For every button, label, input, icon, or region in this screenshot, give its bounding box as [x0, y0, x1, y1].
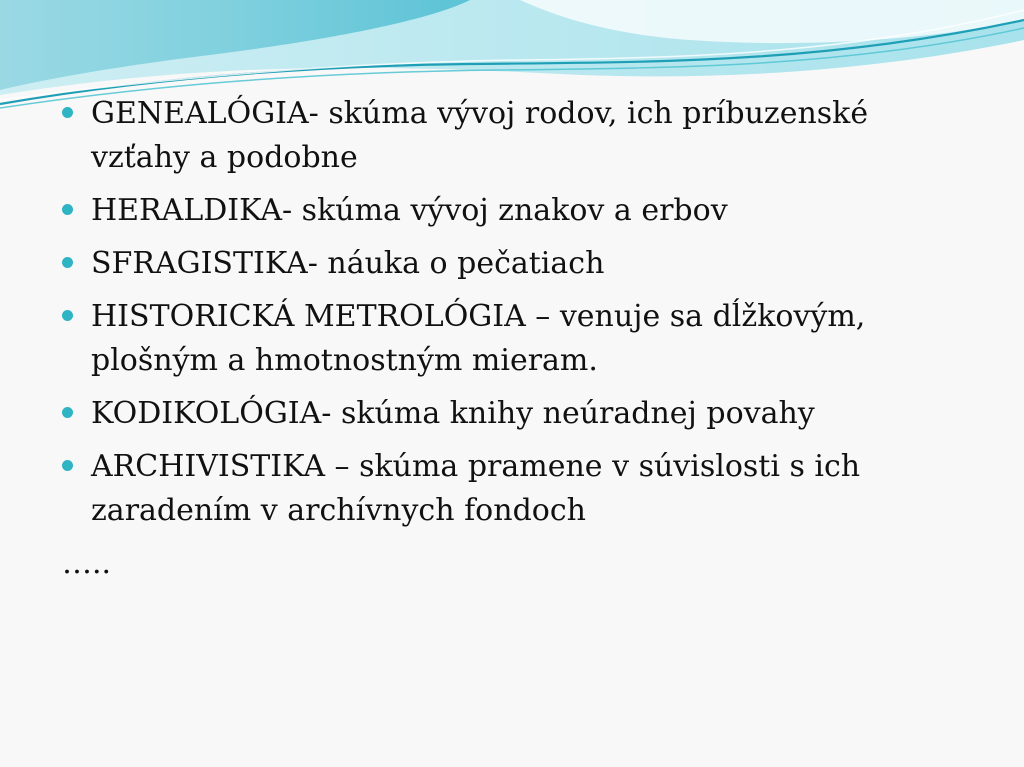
list-item — [62, 92, 962, 180]
trailing-ellipsis: ….. — [62, 546, 112, 581]
bullet-dot-icon — [62, 257, 73, 268]
slide-body — [62, 92, 962, 586]
list-item — [62, 392, 962, 436]
bullet-text: GENEALÓGIA- skúma vývoj rodov, ich príbuzenské vzťahy a podobne — [91, 96, 869, 175]
bullet-text: KODIKOLÓGIA- skúma knihy neúradnej povahy — [91, 396, 815, 431]
list-item — [62, 242, 962, 286]
bullet-text: HERALDIKA- skúma vývoj znakov a erbov — [91, 193, 728, 228]
list-item — [62, 189, 962, 233]
bullet-list — [62, 92, 962, 533]
list-item — [62, 295, 962, 383]
bullet-dot-icon — [62, 107, 73, 118]
bullet-text: SFRAGISTIKA- náuka o pečatiach — [91, 246, 605, 281]
list-item — [62, 445, 962, 533]
bullet-dot-icon — [62, 407, 73, 418]
bullet-text: ARCHIVISTIKA – skúma pramene v súvislosti s ich zaradením v archívnych fondoch — [91, 449, 861, 528]
bullet-dot-icon — [62, 460, 73, 471]
bullet-text: HISTORICKÁ METROLÓGIA – venuje sa dĺžkovým, plošným a hmotnostným mieram. — [91, 299, 866, 378]
bullet-dot-icon — [62, 310, 73, 321]
bullet-dot-icon — [62, 204, 73, 215]
